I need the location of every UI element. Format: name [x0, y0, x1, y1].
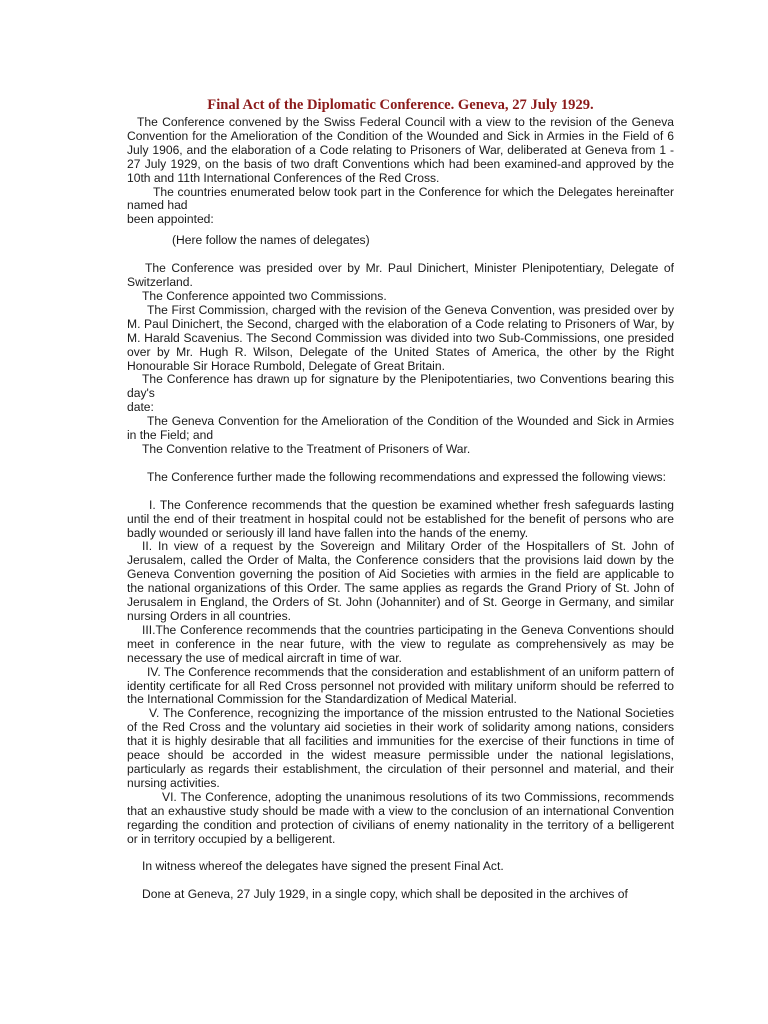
spacer [127, 485, 674, 499]
paragraph-president: The Conference was presided over by Mr. Paul Dinichert, Minister Plenipotentiary, Delegate of Switzerland. [127, 261, 674, 290]
spacer [127, 846, 674, 860]
spacer [127, 457, 674, 471]
document-page [127, 97, 674, 902]
paragraph-countries-cont: been appointed: [127, 212, 214, 227]
done-at-geneva: Done at Geneva, 27 July 1929, in a single copy, which shall be deposited in the archives of [142, 887, 628, 902]
paragraph-recommendations-intro: The Conference further made the following recommendations and expressed the following views: [147, 469, 666, 484]
recommendation-6: VI. The Conference, adopting the unanimous resolutions of its two Commissions, recommends that an exhaustive study should be made with a view to the conclusion of an international Convention regarding the condition and protection of civilians of enemy nationality in the territory of a belligerent or in territory occupied by a belligerent. [127, 789, 674, 846]
document-title: Final Act of the Diplomatic Conference. Geneva, 27 July 1929. [207, 97, 594, 113]
paragraph-conventions: The Conference has drawn up for signature by the Plenipotentiaries, two Conventions bearing this day's [127, 372, 674, 401]
paragraph-conventions-cont: date: [127, 400, 154, 415]
recommendation-3: III.The Conference recommends that the countries participating in the Geneva Conventions should meet in conference in the near future, with the view to regulate as comprehensively as may be necessary the use of medical aircraft in time of war. [127, 622, 674, 665]
paragraph-countries: The countries enumerated below took part in the Conference for which the Delegates hereinafter named had [127, 184, 674, 213]
spacer [127, 874, 674, 888]
recommendation-2: II. In view of a request by the Sovereign and Military Order of the Hospitallers of St. John of Jerusalem, called the Order of Malta, the Conference considers that the provisions laid down by the Geneva Convention governing the position of Aid Societies with armies in the field are applicable to the national organizations of this Order. The same applies as regards the Grand Priory of St. John of Jerusalem in England, the Orders of St. John (Johanniter) and of St. George in Germany, and similar nursing Orders in all countries. [127, 539, 674, 623]
recommendation-1: I. The Conference recommends that the question be examined whether fresh safeguards lasting until the end of their treatment in hospital could not be established for the benefit of persons who are badly wounded or seriously ill land have fallen into the hands of the enemy. [127, 497, 674, 540]
paragraph-pow-convention: The Convention relative to the Treatment of Prisoners of War. [142, 441, 471, 456]
paragraph-geneva-convention: The Geneva Convention for the Amelioration of the Condition of the Wounded and Sick in Armies in the Field; and [127, 414, 674, 443]
delegates-note: (Here follow the names of delegates) [172, 233, 370, 248]
paragraph-intro: The Conference convened by the Swiss Federal Council with a view to the revision of the Geneva Convention for the Amelioration of the Condition of the Wounded and Sick in Armies in the Field of 6 July 1906, and the elaboration of a Code relating to Prisoners of War, deliberated at Geneva from 1 - 27 July 1929, on the basis of two draft Conventions which had been examined-and approved by the 10th and 11th International Conferences of the Red Cross. [127, 115, 674, 185]
paragraph-first-commission: The First Commission, charged with the revision of the Geneva Convention, was presided over by M. Paul Dinichert, the Second, charged with the elaboration of a Code relating to Prisoners of War, by M. Harald Scavenius. The Second Commission was divided into two Sub-Commissions, one presided over by Mr. Hugh R. Wilson, Delegate of the United States of America, the other by the Right Honourable Sir Horace Rumbold, Delegate of Great Britain. [127, 302, 674, 373]
spacer [127, 248, 674, 262]
paragraph-commissions: The Conference appointed two Commissions. [142, 288, 387, 303]
recommendation-4: IV. The Conference recommends that the consideration and establishment of an uniform pattern of identity certificate for all Red Cross personnel not provided with military uniform should be referred to the International Commission for the Standardization of Medical Material. [127, 664, 674, 707]
witness-statement: In witness whereof the delegates have signed the present Final Act. [142, 859, 504, 874]
recommendation-5: V. The Conference, recognizing the importance of the mission entrusted to the National Societies of the Red Cross and the voluntary aid societies in their work of solidarity among nations, considers that it is highly desirable that all facilities and immunities for the exercise of their functions in time of peace should be accorded in the widest measure permissible under the national legislations, particularly as regards their establishment, the circulation of their personnel and material, and their nursing activities. [127, 706, 674, 790]
